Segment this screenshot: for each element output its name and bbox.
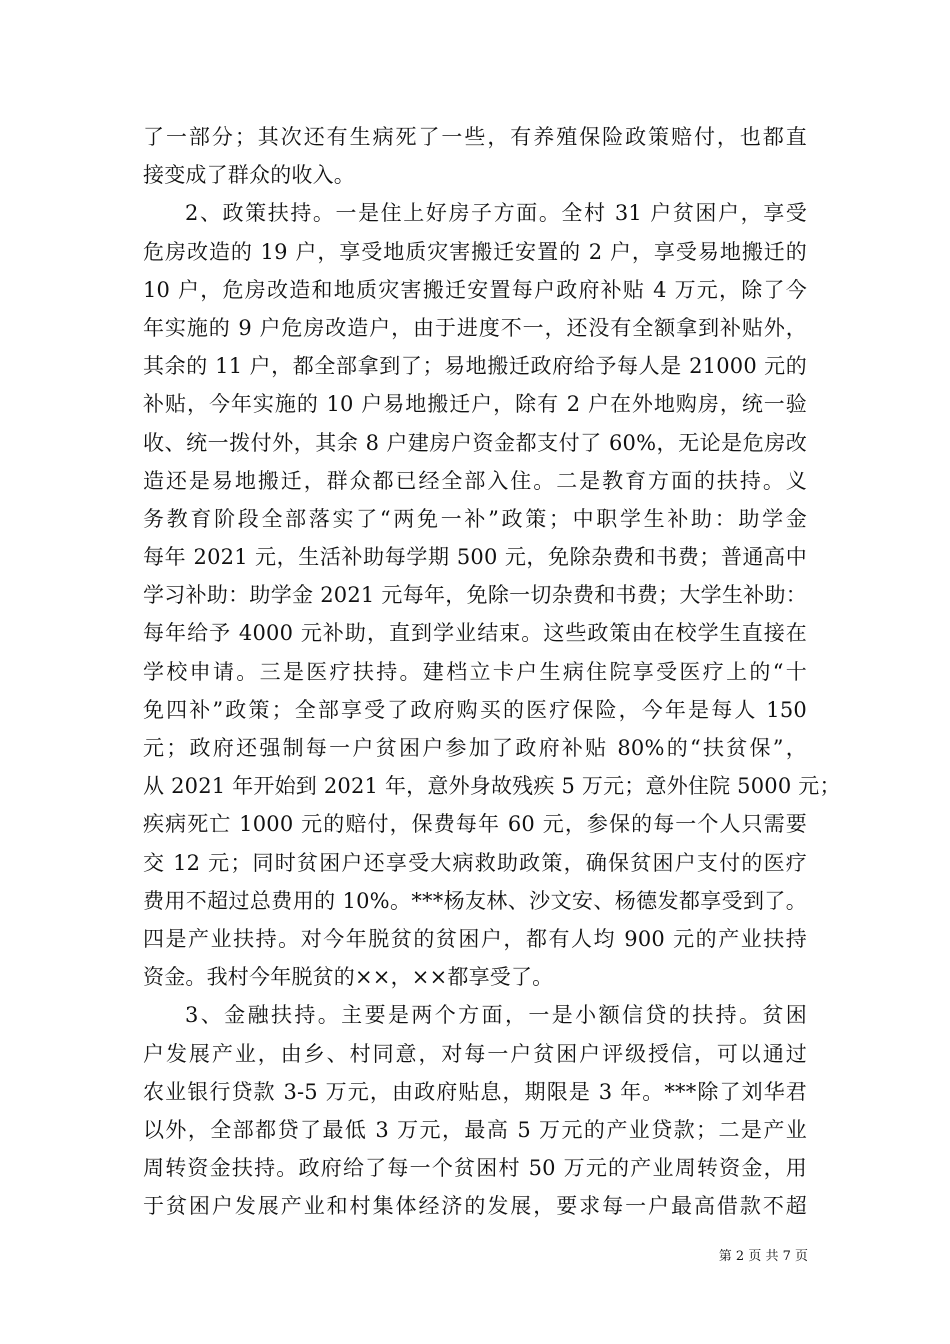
text-line: 元；政府还强制每一户贫困户参加了政府补贴 80%的“扶贫保”， <box>143 736 807 760</box>
text-line: 疾病死亡 1000 元的赔付，保费每年 60 元，参保的每一个人只需要 <box>143 812 807 837</box>
text-line: 户发展产业，由乡、村同意，对每一户贫困户评级授信，可以通过 <box>143 1041 807 1066</box>
text-line: 接变成了群众的收入。 <box>143 163 355 188</box>
page-number-footer: 第 2 页 共 7 页 <box>718 1249 808 1264</box>
text-line: 从 2021 年开始到 2021 年，意外身故残疾 5 万元；意外住院 5000 元； <box>143 774 841 799</box>
document-body <box>143 118 841 1225</box>
text-line: 造还是易地搬迁，群众都已经全部入住。二是教育方面的扶持。义 <box>143 468 807 493</box>
text-line: 了一部分；其次还有生病死了一些，有养殖保险政策赔付，也都直 <box>143 125 807 149</box>
text-line: 危房改造的 19 户，享受地质灾害搬迁安置的 2 户，享受易地搬迁的 <box>143 239 807 264</box>
text-line: 收、统一拨付外，其余 8 户建房户资金都支付了 60%，无论是危房改 <box>143 430 807 455</box>
text-line: 农业银行贷款 3-5 万元，由政府贴息，期限是 3 年。***除了刘华君 <box>143 1079 807 1104</box>
text-line: 以外，全部都贷了最低 3 万元，最高 5 万元的产业贷款；二是产业 <box>143 1117 807 1142</box>
text-line: 3、金融扶持。主要是两个方面，一是小额信贷的扶持。贫困 <box>185 1003 807 1028</box>
text-line: 10 户，危房改造和地质灾害搬迁安置每户政府补贴 4 万元，除了今 <box>143 277 807 302</box>
text-line: 周转资金扶持。政府给了每一个贫困村 50 万元的产业周转资金，用 <box>143 1156 807 1181</box>
text-line: 学校申请。三是医疗扶持。建档立卡户生病住院享受医疗上的“十 <box>143 659 807 684</box>
text-line: 2、政策扶持。一是住上好房子方面。全村 31 户贫困户，享受 <box>185 201 807 226</box>
text-line: 免四补”政策；全部享受了政府购买的医疗保险，今年是每人 150 <box>143 697 807 722</box>
text-line: 交 12 元；同时贫困户还享受大病救助政策，确保贫困户支付的医疗 <box>143 850 807 875</box>
text-line: 费用不超过总费用的 10%。***杨友林、沙文安、杨德发都享受到了。 <box>143 888 807 913</box>
text-line: 学习补助：助学金 2021 元每年，免除一切杂费和书费；大学生补助： <box>143 583 807 608</box>
text-line: 年实施的 9 户危房改造户，由于进度不一，还没有全额拿到补贴外， <box>143 315 807 340</box>
text-line: 补贴，今年实施的 10 户易地搬迁户，除有 2 户在外地购房，统一验 <box>143 392 807 417</box>
text-line: 其余的 11 户，都全部拿到了；易地搬迁政府给予每人是 21000 元的 <box>143 354 807 379</box>
text-line: 于贫困户发展产业和村集体经济的发展，要求每一户最高借款不超 <box>143 1194 807 1219</box>
text-line: 每年 2021 元，生活补助每学期 500 元，免除杂费和书费；普通高中 <box>143 545 807 570</box>
text-line: 资金。我村今年脱贫的××，××都享受了。 <box>143 965 554 990</box>
text-line: 四是产业扶持。对今年脱贫的贫困户，都有人均 900 元的产业扶持 <box>143 926 807 951</box>
text-line: 每年给予 4000 元补助，直到学业结束。这些政策由在校学生直接在 <box>143 621 807 646</box>
text-line: 务教育阶段全部落实了“两免一补”政策；中职学生补助：助学金 <box>143 506 807 531</box>
